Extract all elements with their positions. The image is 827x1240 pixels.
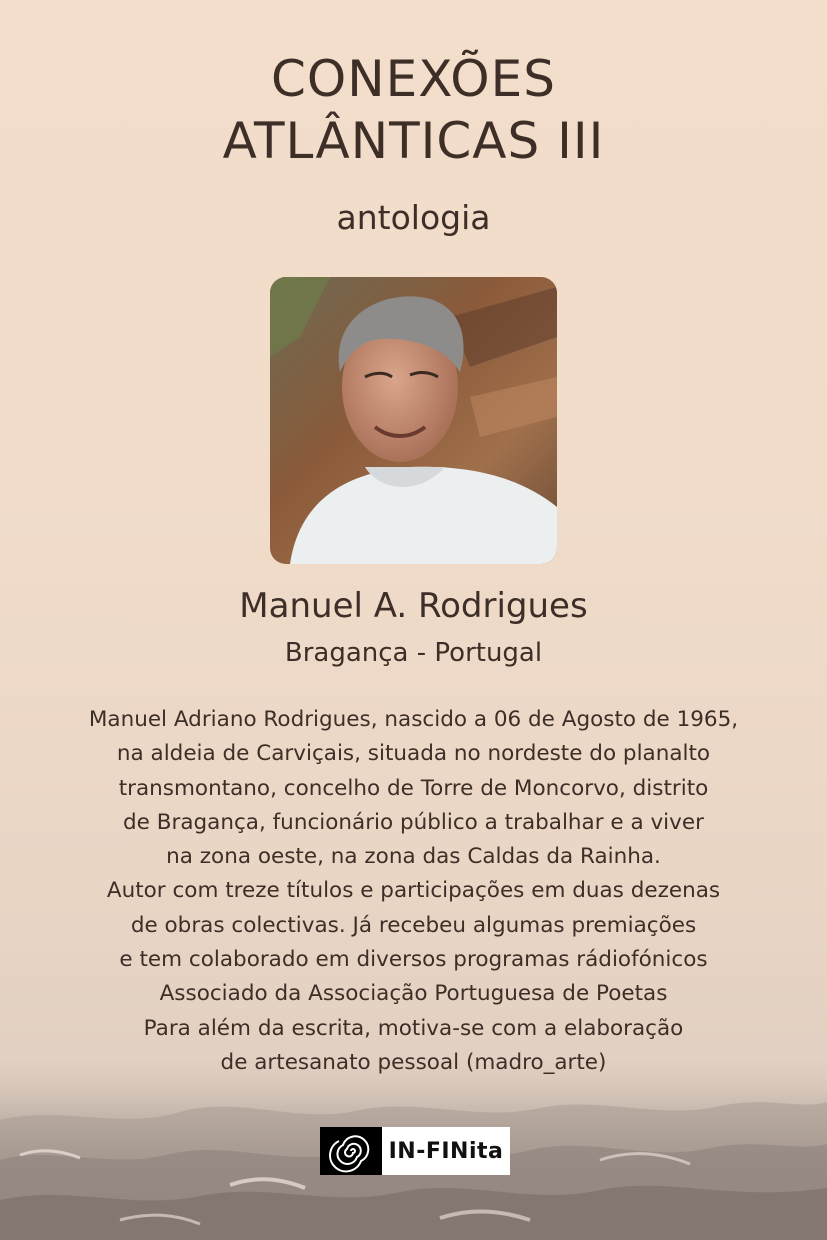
book-title (0, 48, 827, 172)
author-location: Bragança - Portugal (284, 638, 543, 668)
bio-line: Manuel Adriano Rodrigues, nascido a 06 de Agosto de 1965, (88, 707, 739, 732)
bio-line: de obras colectivas. Já recebeu algumas premiações (130, 912, 697, 938)
spiral-icon (320, 1127, 382, 1175)
author-name: Manuel A. Rodrigues (239, 586, 588, 626)
bio-line: na aldeia de Carviçais, situada no nordeste do planalto (116, 741, 711, 767)
bio-line: Autor com treze títulos e participações em duas dezenas (106, 878, 721, 904)
book-title-line1: CONEXÕES (270, 50, 556, 108)
book-subtitle: antologia (336, 198, 491, 237)
author-bio (30, 703, 797, 1080)
publisher-logo (320, 1127, 510, 1175)
bio-line: Associado da Associação Portuguesa de Poetas (159, 981, 668, 1007)
bio-line: na zona oeste, na zona das Caldas da Rainha. (166, 844, 661, 870)
bio-line: de artesanato pessoal (madro_arte) (220, 1049, 607, 1075)
bio-line: transmontano, concelho de Torre de Moncorvo, distrito (118, 775, 709, 801)
bio-line: de Bragança, funcionário público a trabalhar e a viver (123, 809, 704, 835)
bio-line: e tem colaborado em diversos programas rádiofónicos (119, 947, 708, 973)
author-photo (270, 277, 557, 564)
bio-line: Para além da escrita, motiva-se com a elaboração (143, 1015, 684, 1041)
book-title-line2: ATLÂNTICAS III (222, 112, 605, 170)
publisher-name: IN-FINita (388, 1138, 504, 1164)
